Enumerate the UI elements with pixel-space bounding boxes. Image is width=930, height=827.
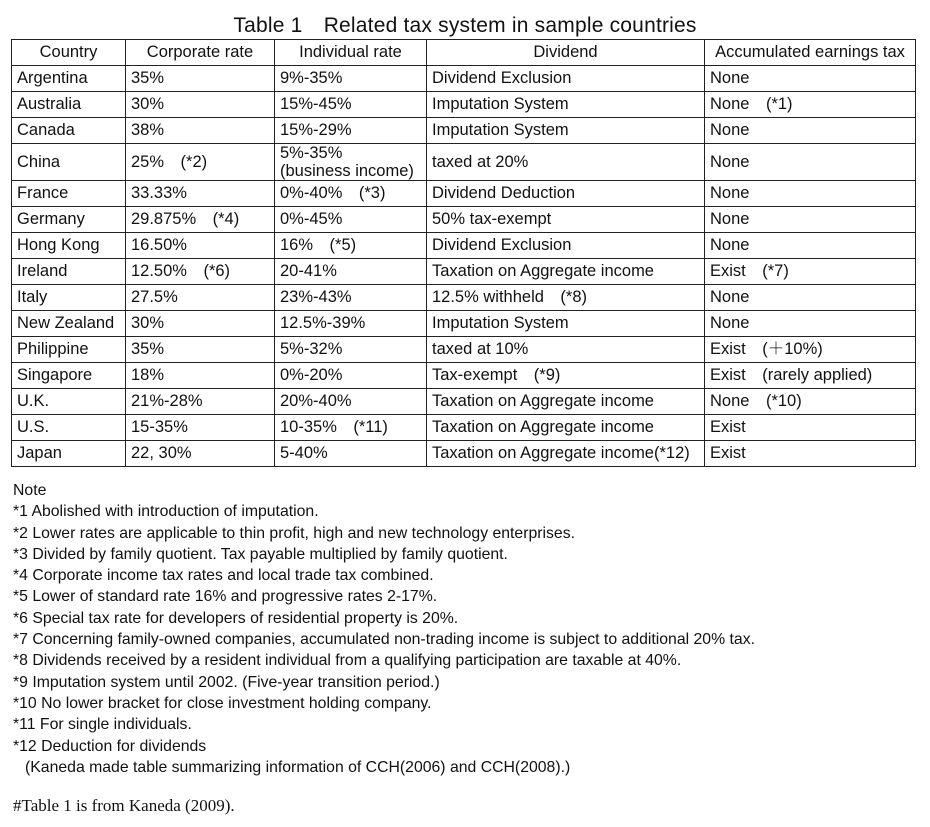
cell-accumulated-earnings-tax: Exist (＋10%) <box>705 337 916 363</box>
cell-accumulated-earnings-tax: None (*1) <box>705 92 916 118</box>
table-row <box>12 181 916 207</box>
cell-corporate-rate: 38% <box>126 118 275 144</box>
cell-individual-rate: 0%-45% <box>275 207 427 233</box>
cell-individual-rate: 15%-29% <box>275 118 427 144</box>
cell-country: Japan <box>12 441 126 467</box>
column-header-corporate-rate: Corporate rate <box>126 40 275 66</box>
cell-country: France <box>12 181 126 207</box>
cell-individual-rate: 12.5%-39% <box>275 311 427 337</box>
table-header-row <box>12 40 916 66</box>
cell-dividend: Imputation System <box>427 311 705 337</box>
cell-dividend: Tax-exempt (*9) <box>427 363 705 389</box>
cell-country: Singapore <box>12 363 126 389</box>
cell-accumulated-earnings-tax: None <box>705 144 916 181</box>
note-item: *4 Corporate income tax rates and local trade tax combined. <box>13 567 434 585</box>
cell-individual-rate: 0%-20% <box>275 363 427 389</box>
cell-individual-rate: 20-41% <box>275 259 427 285</box>
cell-individual-rate: 23%-43% <box>275 285 427 311</box>
table-row <box>12 144 916 181</box>
cell-accumulated-earnings-tax: Exist <box>705 415 916 441</box>
table-row <box>12 363 916 389</box>
column-header-dividend: Dividend <box>427 40 705 66</box>
cell-dividend: taxed at 10% <box>427 337 705 363</box>
note-item: *3 Divided by family quotient. Tax payable multiplied by family quotient. <box>13 545 508 563</box>
tax-system-table <box>11 39 916 467</box>
cell-dividend: Dividend Exclusion <box>427 66 705 92</box>
cell-country: Germany <box>12 207 126 233</box>
cell-accumulated-earnings-tax: None (*10) <box>705 389 916 415</box>
notes-heading: Note <box>13 482 47 499</box>
table-row <box>12 92 916 118</box>
cell-dividend: Taxation on Aggregate income <box>427 415 705 441</box>
notes-section <box>13 480 755 778</box>
cell-dividend: Dividend Exclusion <box>427 233 705 259</box>
cell-country: Italy <box>12 285 126 311</box>
note-item: *12 Deduction for dividends <box>13 737 207 755</box>
table-row <box>12 415 916 441</box>
cell-corporate-rate: 27.5% <box>126 285 275 311</box>
cell-individual-rate: 5%-32% <box>275 337 427 363</box>
note-item: *10 No lower bracket for close investment holding company. <box>13 694 432 712</box>
note-item: *9 Imputation system until 2002. (Five-year transition period.) <box>13 673 440 691</box>
cell-dividend: Taxation on Aggregate income <box>427 389 705 415</box>
note-item: *8 Dividends received by a resident individual from a qualifying participation are taxable at 40%. <box>13 652 682 670</box>
column-header-accumulated-earnings-tax: Accumulated earnings tax <box>705 40 916 66</box>
cell-accumulated-earnings-tax: None <box>705 66 916 92</box>
cell-country: Philippine <box>12 337 126 363</box>
cell-country: Ireland <box>12 259 126 285</box>
note-item: *5 Lower of standard rate 16% and progressive rates 2-17%. <box>13 588 438 606</box>
cell-corporate-rate: 30% <box>126 92 275 118</box>
cell-accumulated-earnings-tax: Exist (rarely applied) <box>705 363 916 389</box>
cell-individual-rate: 20%-40% <box>275 389 427 415</box>
cell-accumulated-earnings-tax: None <box>705 311 916 337</box>
cell-corporate-rate: 33.33% <box>126 181 275 207</box>
cell-dividend: 50% tax-exempt <box>427 207 705 233</box>
cell-individual-rate: 9%-35% <box>275 66 427 92</box>
cell-corporate-rate: 15-35% <box>126 415 275 441</box>
cell-accumulated-earnings-tax: None <box>705 118 916 144</box>
cell-accumulated-earnings-tax: None <box>705 207 916 233</box>
note-item: *7 Concerning family-owned companies, accumulated non-trading income is subject to additional 20% tax. <box>13 631 755 649</box>
cell-country: U.S. <box>12 415 126 441</box>
table-row <box>12 285 916 311</box>
cell-corporate-rate: 29.875% (*4) <box>126 207 275 233</box>
notes-list <box>13 501 755 757</box>
cell-corporate-rate: 22, 30% <box>126 441 275 467</box>
notes-source: (Kaneda made table summarizing information of CCH(2006) and CCH(2008).) <box>25 758 571 776</box>
cell-corporate-rate: 25% (*2) <box>126 144 275 181</box>
cell-country: New Zealand <box>12 311 126 337</box>
table-title: Table 1 Related tax system in sample countries <box>233 14 697 37</box>
column-header-individual-rate: Individual rate <box>275 40 427 66</box>
table-row <box>12 233 916 259</box>
note-item: *2 Lower rates are applicable to thin profit, high and new technology enterprises. <box>13 524 576 542</box>
cell-individual-rate: 5-40% <box>275 441 427 467</box>
table-row <box>12 259 916 285</box>
table-row <box>12 441 916 467</box>
cell-corporate-rate: 16.50% <box>126 233 275 259</box>
cell-individual-rate: 15%-45% <box>275 92 427 118</box>
cell-corporate-rate: 18% <box>126 363 275 389</box>
cell-corporate-rate: 30% <box>126 311 275 337</box>
table-row <box>12 337 916 363</box>
cell-individual-rate: 10-35% (*11) <box>275 415 427 441</box>
cell-corporate-rate: 12.50% (*6) <box>126 259 275 285</box>
table-row <box>12 118 916 144</box>
column-header-country: Country <box>12 40 126 66</box>
cell-dividend: Imputation System <box>427 118 705 144</box>
cell-corporate-rate: 21%-28% <box>126 389 275 415</box>
cell-accumulated-earnings-tax: Exist <box>705 441 916 467</box>
cell-country: Argentina <box>12 66 126 92</box>
cell-country: Australia <box>12 92 126 118</box>
cell-corporate-rate: 35% <box>126 337 275 363</box>
cell-country: China <box>12 144 126 181</box>
table-row <box>12 311 916 337</box>
table-row <box>12 66 916 92</box>
cell-dividend: Imputation System <box>427 92 705 118</box>
table-caption: #Table 1 is from Kaneda (2009). <box>13 796 235 815</box>
table-body <box>12 66 916 467</box>
cell-accumulated-earnings-tax: None <box>705 285 916 311</box>
cell-dividend: Taxation on Aggregate income(*12) <box>427 441 705 467</box>
note-item: *11 For single individuals. <box>13 716 192 734</box>
cell-individual-rate: 5%-35% (business income) <box>275 144 427 181</box>
cell-country: U.K. <box>12 389 126 415</box>
cell-accumulated-earnings-tax: None <box>705 233 916 259</box>
cell-dividend: Dividend Deduction <box>427 181 705 207</box>
cell-individual-rate: 0%-40% (*3) <box>275 181 427 207</box>
cell-dividend: taxed at 20% <box>427 144 705 181</box>
cell-country: Hong Kong <box>12 233 126 259</box>
cell-dividend: Taxation on Aggregate income <box>427 259 705 285</box>
table-row <box>12 207 916 233</box>
cell-dividend: 12.5% withheld (*8) <box>427 285 705 311</box>
cell-accumulated-earnings-tax: None <box>705 181 916 207</box>
cell-country: Canada <box>12 118 126 144</box>
table-row <box>12 389 916 415</box>
note-item: *1 Abolished with introduction of imputation. <box>13 503 319 521</box>
cell-accumulated-earnings-tax: Exist (*7) <box>705 259 916 285</box>
note-item: *6 Special tax rate for developers of residential property is 20%. <box>13 609 459 627</box>
cell-individual-rate: 16% (*5) <box>275 233 427 259</box>
cell-corporate-rate: 35% <box>126 66 275 92</box>
